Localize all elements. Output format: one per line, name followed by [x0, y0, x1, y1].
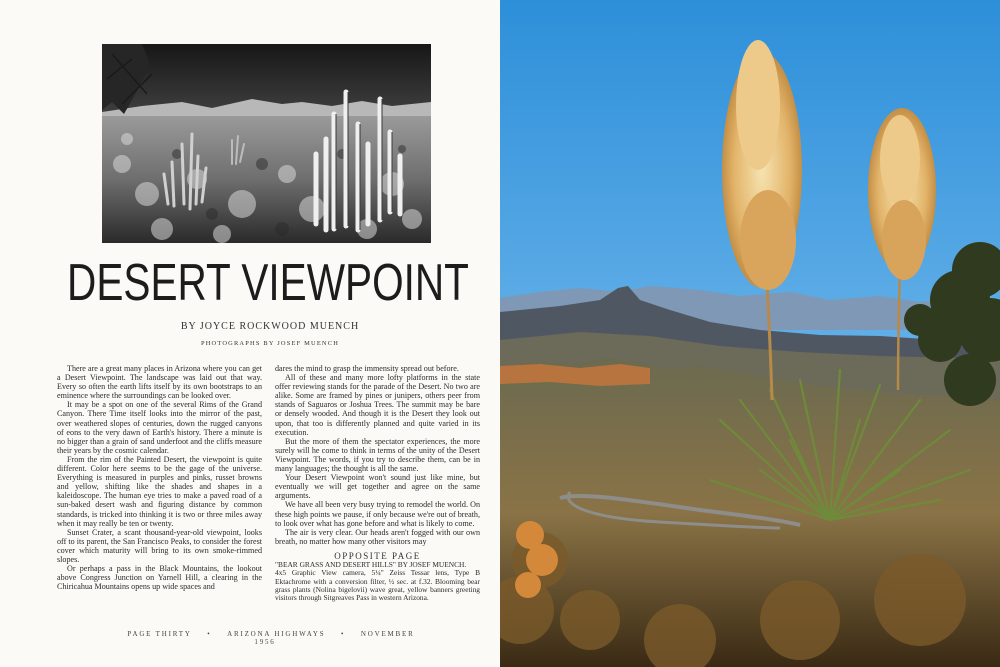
footer-page-number: PAGE THIRTY [127, 630, 192, 638]
opposite-page-heading: OPPOSITE PAGE [334, 550, 421, 561]
paragraph: We have all been very busy trying to remodel the world. On these high points we pause, if only because we're out of breath, to look over what has gone before and what is likely to come. [275, 500, 480, 528]
right-page [500, 0, 1000, 667]
bear-grass-photo [500, 0, 1000, 667]
paragraph: dares the mind to grasp the immensity spread out before. [275, 364, 459, 373]
paragraph: The air is very clear. Our heads aren't fogged with our own breath, no matter how many other visitors may [275, 527, 480, 546]
author-byline: BY JOYCE ROCKWOOD MUENCH [180, 321, 360, 332]
paragraph: Sunset Crater, a scant thousand-year-old viewpoint, looks off to its parent, the San Francisco Peaks, to consider the forest cover which maturity will bring to its own smoke-rimmed slopes. [57, 527, 262, 564]
cactus-photo [102, 44, 431, 243]
opposite-page-caption: 4x5 Graphic View camera, 5¼" Zeiss Tessar lens, Type B Ektachrome with a conversion filter, ½ sec. at f.32. Blooming bear grass plants (Nolina bigelovii) wave great, yellow banners greeting visitors through Sitgreaves Pass in western Arizona. [275, 568, 480, 603]
paragraph: Your Desert Viewpoint won't sound just like mine, but eventually we will get together and agree on the same arguments. [275, 473, 480, 501]
footer-date: NOVEMBER 1956 [254, 630, 415, 646]
paragraph: All of these and many more lofty platforms in the state offer reviewing stands for the parade of the Desert. No two are alike. Some are framed by pines or junipers, others peer from stands of Saguaros or Joshua Trees. The summit may be bare or densely wooded. And though it is the Desert they look out upon, that too is differently planned and quite varied in its execution. [275, 373, 480, 437]
paragraph: From the rim of the Painted Desert, the viewpoint is quite different. Color here seems to be the gage of the universe. Everything is measured in purples and pinks, russet browns and yellow, shifting like the shades and shapes in a kaleidoscope. The human eye tries to make a paved road of a sun-baked desert wash and figuring distance by common standards, is tricked into thinking it is two or three miles away when it may really be ten or twenty. [57, 454, 262, 528]
footer-bullet: • [207, 630, 212, 638]
paragraph: There are a great many places in Arizona where you can get a Desert Viewpoint. The landscape was laid out that way. Every so often the earth lifts itself by its own bootstraps to an eminence where the surroundings can be looked over. [57, 364, 262, 401]
page-footer [108, 630, 428, 646]
article-column-2 [275, 364, 480, 602]
article-title: DESERT VIEWPOINT [67, 254, 469, 312]
organ-pipe-cactus-image [102, 44, 431, 243]
paragraph: Or perhaps a pass in the Black Mountains, the lookout above Congress Junction on Yarnell Hill, a clearing in the Chiricahua Mountains opens up wide spaces and [57, 564, 262, 592]
paragraph: It may be a spot on one of the several Rims of the Grand Canyon. There Time itself looks into the mirror of the past, over weathered slopes of centuries, down the rugged canyons of eons to the very dawn of Earth's history. There a minute is no bigger than a grain of sand underfoot and the cliffs measure their years by the cosmic calendar. [57, 400, 262, 455]
article-column-1 [57, 364, 262, 591]
footer-magazine: ARIZONA HIGHWAYS [227, 630, 326, 638]
opposite-page-title: "BEAR GRASS AND DESERT HILLS" BY JOSEF MUENCH. [275, 559, 467, 569]
photo-credit: PHOTOGRAPHS BY JOSEF MUENCH [200, 340, 340, 347]
footer-bullet: • [341, 630, 346, 638]
paragraph: But the more of them the spectator experiences, the more surely will he come to think in terms of the unity of the Desert Viewpoint. The words, if you try to describe them, can be in many languages; the thought is all the same. [275, 436, 480, 474]
